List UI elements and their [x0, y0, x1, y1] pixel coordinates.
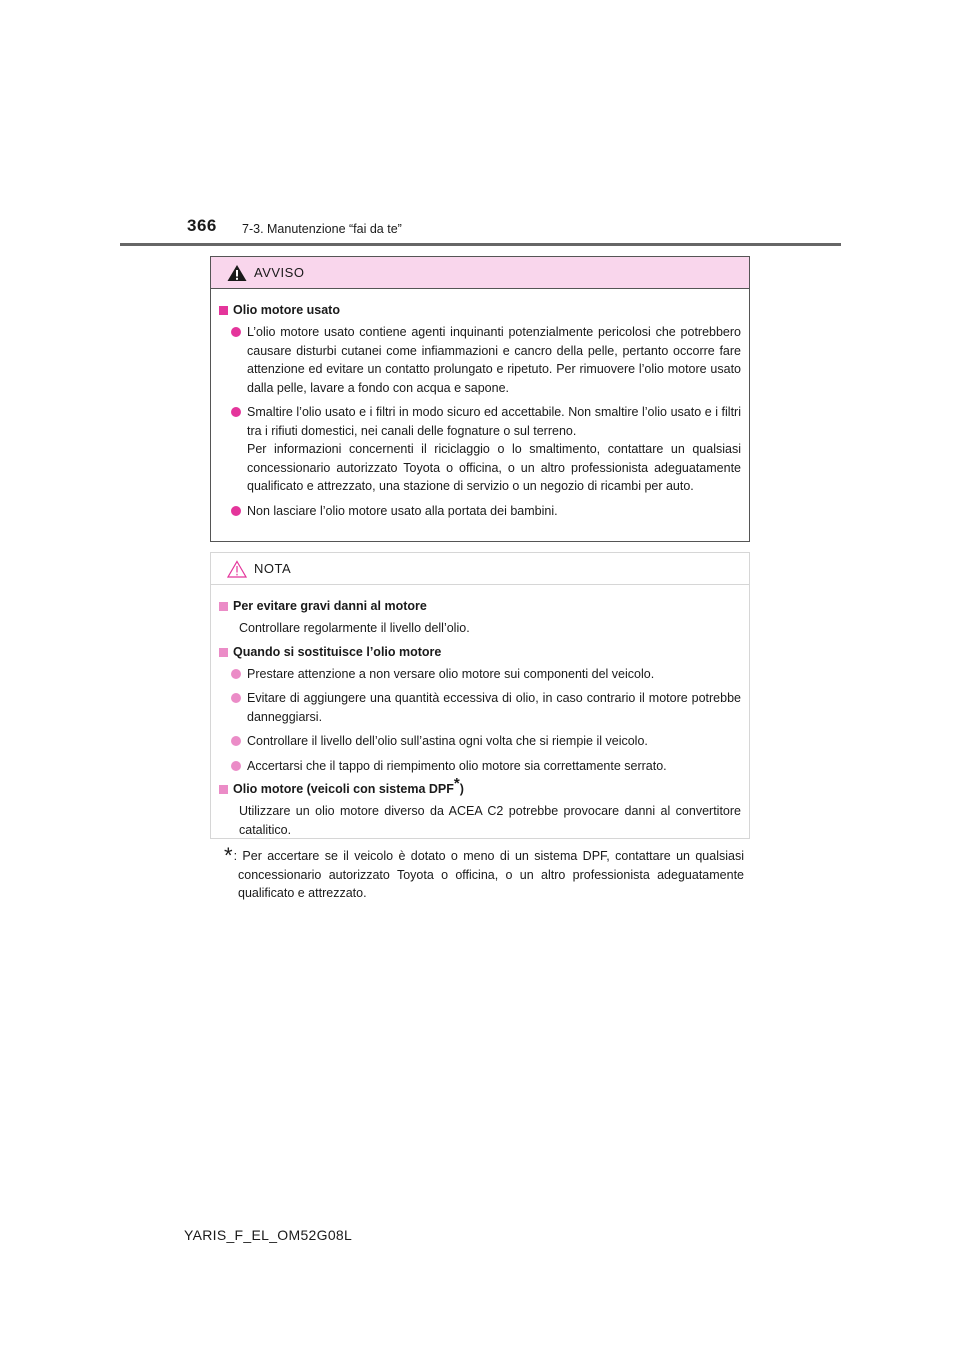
- warning-bullet: [219, 502, 741, 521]
- page-number: 366: [187, 216, 217, 235]
- note-text: Controllare regolarmente il livello dell’olio.: [239, 621, 470, 635]
- footnote-text: : Per accertare se il veicolo è dotato o meno di un sistema DPF, contattare un qualsiasi concessionario autorizzato Toyota o officina, o un altro professionista adeguatamente qualificato e attrezzato.: [233, 849, 744, 900]
- warning-label: AVVISO: [254, 265, 305, 280]
- note-bullet: Controllare il livello dell’olio sull’astina ogni volta che si riempie il veicolo.: [219, 732, 741, 751]
- note-bullet: Prestare attenzione a non versare olio motore sui componenti del veicolo.: [219, 665, 741, 684]
- warning-bullet: [219, 323, 741, 397]
- square-bullet-icon: [219, 602, 228, 611]
- round-bullet-icon: [231, 407, 241, 417]
- warning-bullet: [219, 403, 741, 496]
- warning-section-title: Olio motore usato: [219, 302, 741, 319]
- section-title: 7-3. Manutenzione “fai da te”: [242, 222, 402, 236]
- bullet-text: Smaltire l’olio usato e i filtri in modo sicuro ed accettabile. Non smaltire l’olio usato e i filtri tra i rifiuti domestici, nei canali delle fognature o sul terreno. Per informazioni concernenti il riciclaggio o lo smaltimento, contattare un qualsiasi concessionario autorizzato Toyota o officina, o un altro professionista adeguatamente qualificato e attrezzato, una stazione di servizio o un negozio di ricambi per auto.: [247, 405, 741, 493]
- square-bullet-icon: [219, 306, 228, 315]
- footnote: [224, 843, 744, 903]
- square-bullet-icon: [219, 648, 228, 657]
- note-text: Utilizzare un olio motore diverso da ACEA C2 potrebbe provocare danni al convertitore catalitico.: [239, 804, 741, 837]
- bullet-text: L’olio motore usato contiene agenti inquinanti potenzialmente pericolosi che potrebbero causare disturbi cutanei come infiammazioni e cancro della pelle, pertanto occorre fare attenzione ed evitare un contatto prolungato e ripetuto. Per rimuovere l’olio motore usato dalla pelle, lavare a fondo con acqua e sapone.: [247, 325, 741, 395]
- note-label: NOTA: [254, 561, 292, 576]
- warning-box: [210, 256, 750, 542]
- note-section-title: Olio motore (veicoli con sistema DPF*): [219, 781, 741, 798]
- round-bullet-icon: [231, 761, 241, 771]
- round-bullet-icon: [231, 327, 241, 337]
- note-bullet: Evitare di aggiungere una quantità eccessiva di olio, in caso contrario il motore potrebbe danneggiarsi.: [219, 689, 741, 726]
- caution-triangle-icon: [227, 560, 247, 578]
- round-bullet-icon: [231, 736, 241, 746]
- warning-header: [211, 257, 749, 289]
- round-bullet-icon: [231, 669, 241, 679]
- warning-triangle-icon: [227, 264, 247, 282]
- header-rule: [120, 243, 841, 246]
- bullet-text: Non lasciare l’olio motore usato alla portata dei bambini.: [247, 503, 558, 518]
- square-bullet-icon: [219, 785, 228, 794]
- note-section-title: Quando si sostituisce l’olio motore: [219, 644, 741, 661]
- footnote-mark: *: [224, 843, 233, 868]
- document-code: YARIS_F_EL_OM52G08L: [184, 1227, 353, 1243]
- note-header: [211, 553, 749, 585]
- note-body: [211, 585, 749, 839]
- note-box: [210, 552, 750, 839]
- round-bullet-icon: [231, 506, 241, 516]
- warning-body: [211, 289, 749, 520]
- note-section-title: Per evitare gravi danni al motore: [219, 598, 741, 615]
- note-bullet: Accertarsi che il tappo di riempimento olio motore sia correttamente serrato.: [219, 757, 741, 776]
- round-bullet-icon: [231, 693, 241, 703]
- footnote-mark: *: [453, 775, 460, 792]
